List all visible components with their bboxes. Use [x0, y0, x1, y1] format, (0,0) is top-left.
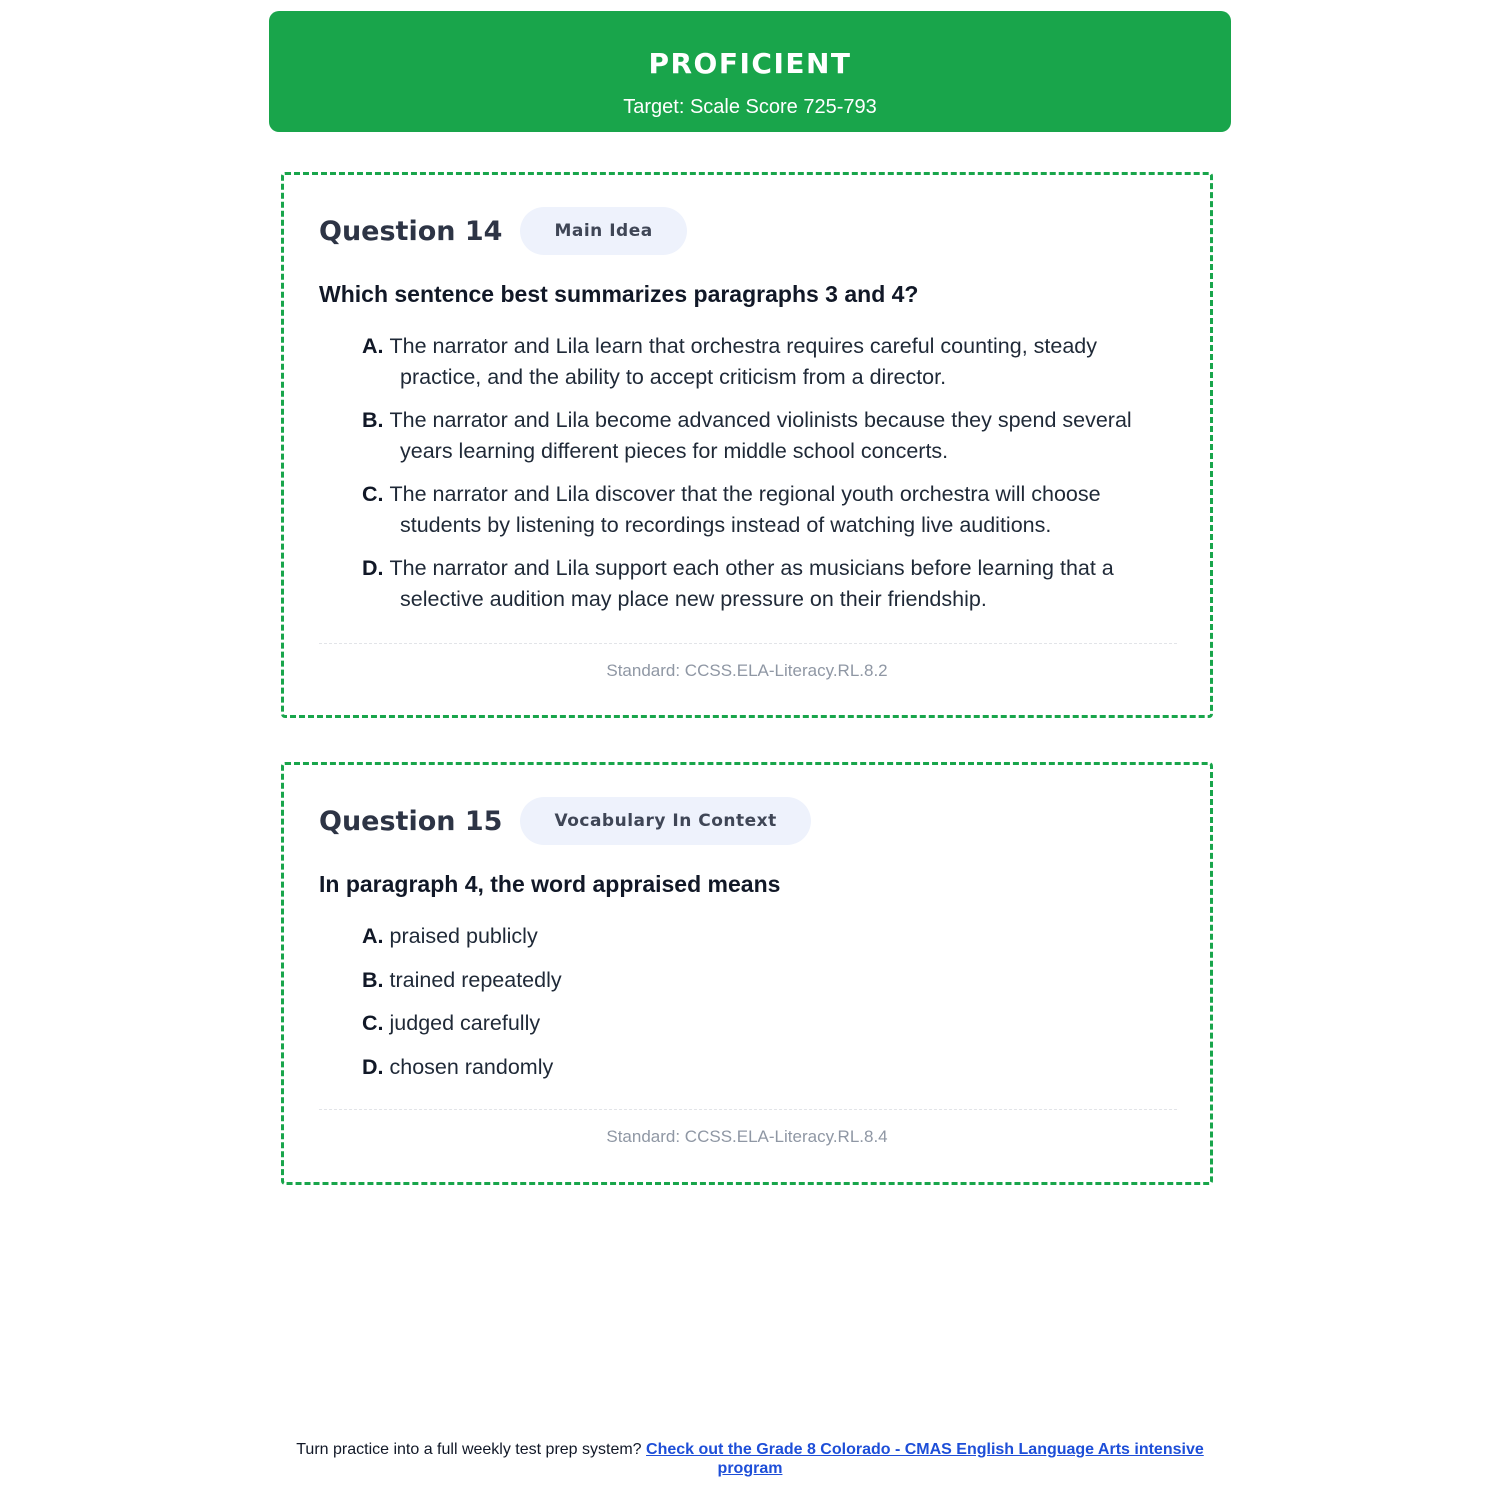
choice-text: The narrator and Lila learn that orchestra requires careful counting, steady practice, and the ability to accept criticism from a director.: [389, 334, 1098, 389]
level-title: PROFICIENT: [648, 47, 852, 80]
answer-choice-b[interactable]: [362, 965, 1180, 996]
answer-choice-c[interactable]: [362, 479, 1180, 541]
answer-choice-a[interactable]: [362, 331, 1180, 393]
answer-choices: [362, 331, 1180, 627]
choice-letter: D.: [362, 1054, 384, 1079]
question-prompt: Which sentence best summarizes paragraphs 3 and 4?: [319, 281, 919, 307]
program-link[interactable]: Check out the Grade 8 Colorado - CMAS English Language Arts intensive program: [646, 1441, 1204, 1477]
question-number: Question 14: [319, 215, 503, 247]
question-header: [319, 207, 687, 255]
standard-label: Standard: CCSS.ELA-Literacy.RL.8.2: [606, 661, 888, 680]
choice-letter: A.: [362, 334, 384, 358]
choice-letter: A.: [362, 924, 384, 948]
choice-text: trained repeatedly: [389, 967, 562, 992]
choice-letter: D.: [362, 556, 384, 580]
question-prompt: In paragraph 4, the word appraised means: [319, 871, 781, 897]
question-card-15: [281, 762, 1213, 1185]
level-target: Target: Scale Score 725-793: [623, 96, 877, 118]
choice-text: judged carefully: [389, 1011, 541, 1035]
card-divider: [319, 1109, 1177, 1110]
footer-promo: [270, 1440, 1230, 1478]
answer-choice-c[interactable]: [362, 1008, 1180, 1039]
standard-label: Standard: CCSS.ELA-Literacy.RL.8.4: [606, 1127, 888, 1146]
question-number: Question 15: [319, 805, 503, 837]
level-banner: [269, 11, 1231, 132]
answer-choice-d[interactable]: [362, 1052, 1180, 1083]
question-skill-tag: Main Idea: [520, 207, 686, 255]
choice-letter: B.: [362, 408, 384, 432]
answer-choice-a[interactable]: [362, 921, 1180, 952]
question-card-14: [281, 172, 1213, 718]
choice-text: chosen randomly: [389, 1054, 554, 1079]
choice-letter: C.: [362, 1011, 384, 1035]
question-skill-tag: Vocabulary In Context: [520, 797, 810, 845]
answer-choices: [362, 921, 1180, 1095]
question-header: [319, 797, 811, 845]
choice-text: The narrator and Lila discover that the regional youth orchestra will choose students by listening to recordings instead of watching live auditions.: [389, 482, 1101, 537]
answer-choice-b[interactable]: [362, 405, 1180, 467]
answer-choice-d[interactable]: [362, 553, 1180, 615]
card-divider: [319, 643, 1177, 644]
choice-letter: C.: [362, 482, 384, 506]
choice-letter: B.: [362, 967, 384, 992]
choice-text: The narrator and Lila become advanced violinists because they spend several years learning different pieces for middle school concerts.: [389, 408, 1132, 463]
footer-text: Turn practice into a full weekly test prep system?: [296, 1441, 642, 1458]
choice-text: The narrator and Lila support each other as musicians before learning that a selective audition may place new pressure on their friendship.: [389, 556, 1114, 611]
choice-text: praised publicly: [389, 924, 538, 948]
